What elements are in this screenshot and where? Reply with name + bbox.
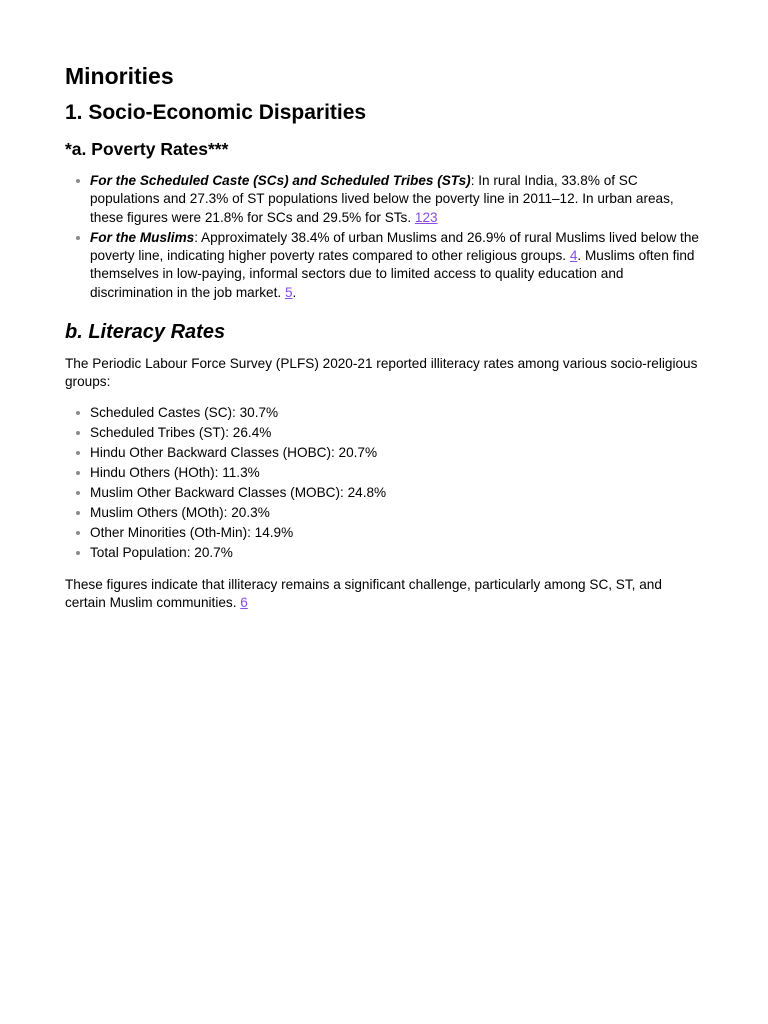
list-item: Total Population: 20.7% xyxy=(90,544,704,562)
literacy-list xyxy=(65,404,704,563)
list-item-lead: For the Scheduled Caste (SCs) and Scheduled Tribes (STs) xyxy=(90,173,471,188)
reference-link[interactable]: 4 xyxy=(569,248,578,264)
list-item: Hindu Other Backward Classes (HOBC): 20.7% xyxy=(90,444,704,462)
reference-link[interactable]: 5 xyxy=(284,284,293,300)
list-item-lead: For the Muslims xyxy=(90,229,195,245)
list-item xyxy=(90,229,704,302)
list-item: Muslim Other Backward Classes (MOBC): 24.8% xyxy=(90,484,704,502)
literacy-intro: The Periodic Labour Force Survey (PLFS) 2020-21 reported illiteracy rates among various socio-religious groups: xyxy=(65,356,698,390)
document-title: Minorities xyxy=(65,63,174,89)
section-title: 1. Socio-Economic Disparities xyxy=(65,101,367,124)
list-item: Scheduled Castes (SC): 30.7% xyxy=(90,404,704,422)
literacy-conclusion xyxy=(65,576,704,613)
reference-link[interactable]: 6 xyxy=(240,594,248,610)
poverty-heading: *a. Poverty Rates*** xyxy=(65,139,229,159)
list-item-text: : In rural India, 33.8% of SC populations and 27.3% of ST populations lived below the poverty line in 2011–12. In urban areas, these figures were 21.8% for SCs and 29.5% for STs. xyxy=(90,173,674,225)
list-item: Muslim Others (MOth): 20.3% xyxy=(90,504,704,522)
poverty-list xyxy=(65,172,704,302)
reference-link[interactable]: 123 xyxy=(414,209,438,225)
list-item-text: : Approximately 38.4% of urban Muslims and 26.9% of rural Muslims lived below the poverty line, indicating higher poverty rates compared to other religious groups. xyxy=(90,229,699,264)
literacy-heading: b. Literacy Rates xyxy=(65,321,226,344)
list-item: Scheduled Tribes (ST): 26.4% xyxy=(90,424,704,442)
conclusion-text: These figures indicate that illiteracy remains a significant challenge, particularly among SC, ST, and certain Muslim communities. xyxy=(65,576,662,610)
list-item: Hindu Others (HOth): 11.3% xyxy=(90,464,704,482)
list-item-text: . xyxy=(292,284,297,300)
list-item-text: . Muslims often find themselves in low-paying, informal sectors due to limited access to quality education and discrimination in the job market. xyxy=(90,248,695,300)
list-item: Other Minorities (Oth-Min): 14.9% xyxy=(90,524,704,542)
list-item xyxy=(90,172,704,227)
